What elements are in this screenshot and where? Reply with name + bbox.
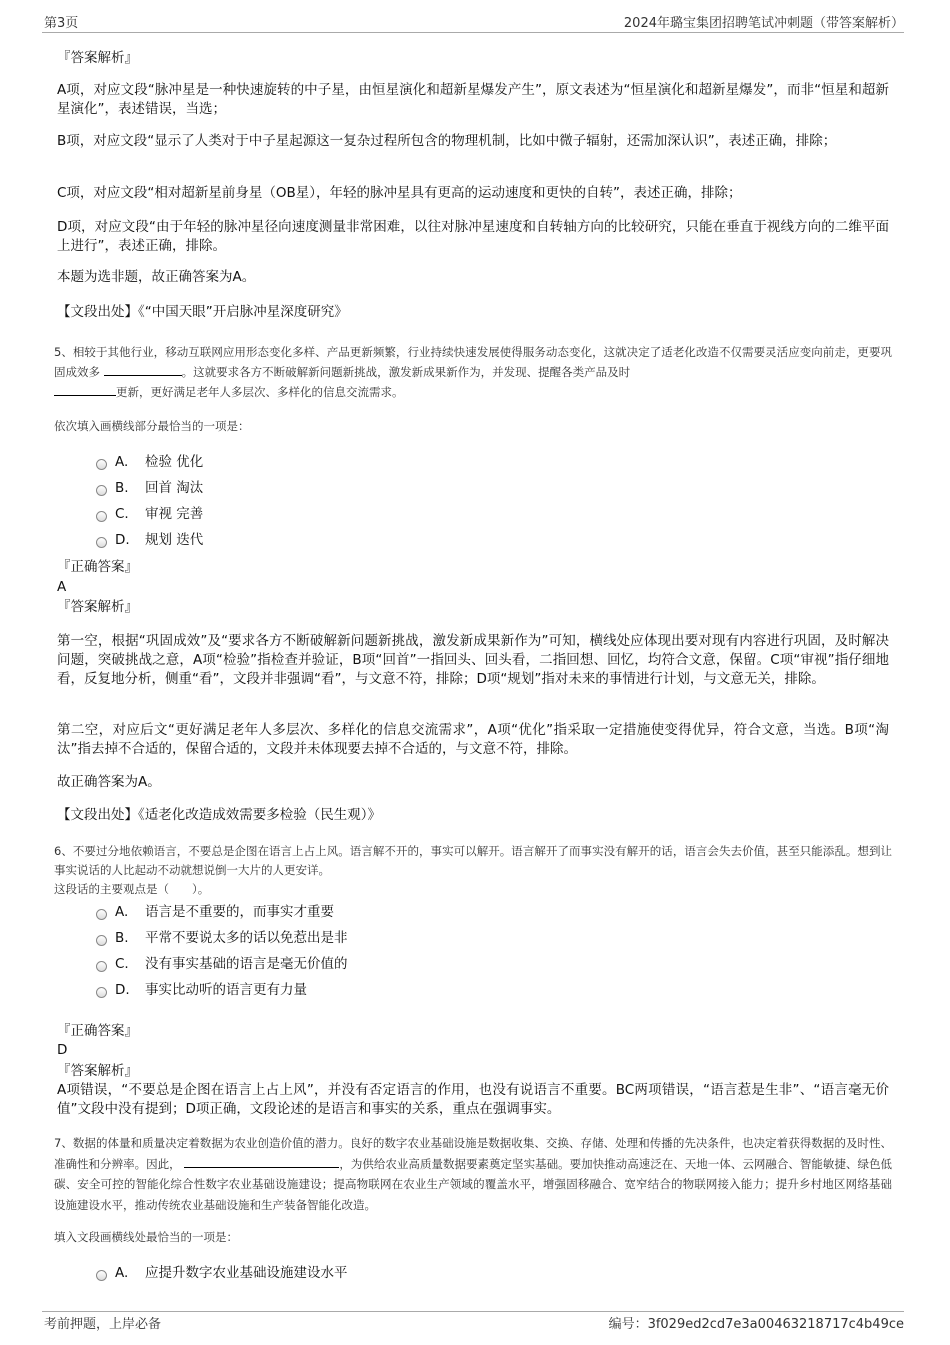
radio-icon[interactable] <box>96 485 107 496</box>
q7-prompt: 填入文段画横线处最恰当的一项是： <box>54 1230 238 1244</box>
option-text: 事实比动听的语言更有力量 <box>145 982 307 998</box>
q6-analysis: A项错误，“不要总是企图在语言上占上风”，并没有否定语言的作用，也没有说语言不重要。BC两项错误，“语言惹是生非”、“语言毫无价值”文段中没有提到；D项正确，文段论述的是语言和事实的关系，重点在强调事实。 <box>57 1082 889 1117</box>
q6-option-c[interactable] <box>96 955 348 973</box>
q4-analysis-b: B项，对应文段“显示了人类对于中子星起源这一复杂过程所包含的物理机制，比如中微子辐射，还需加深认识”，表述正确，排除； <box>57 133 837 149</box>
q4-analysis-a: A项，对应文段“脉冲星是一种快速旋转的中子星，由恒星演化和超新星爆发产生”，原文表述为“恒星演化和超新星爆发”，而非“恒星和超新星演化”，表述错误，当选； <box>57 82 889 117</box>
q5-source: 【文段出处】《适老化改造成效需要多检验（民生观）》 <box>57 807 381 823</box>
option-letter: D. <box>115 532 130 548</box>
footer-id: 编号：3f029ed2cd7e3a00463218717c4b49ce <box>608 1317 904 1332</box>
radio-icon[interactable] <box>96 987 107 998</box>
q4-analysis-c: C项，对应文段“相对超新星前身星（OB星），年轻的脉冲星具有更高的运动速度和更快的自转”，表述正确，排除； <box>57 185 742 201</box>
radio-icon[interactable] <box>96 1270 107 1281</box>
q5-conclusion: 故正确答案为A。 <box>57 774 161 790</box>
option-text: 审视 完善 <box>145 506 204 522</box>
q5-answer: A <box>57 579 67 595</box>
footer-slogan: 考前押题，上岸必备 <box>44 1317 162 1332</box>
radio-icon[interactable] <box>96 935 107 946</box>
option-letter: C. <box>115 956 129 972</box>
q6-answer-label: 『正确答案』 <box>57 1023 138 1039</box>
q7-question: 7、数据的体量和质量决定着数据为农业创造价值的潜力。良好的数字农业基础设施是数据收集、交换、存储、处理和传播的先决条件，也决定着获得数据的及时性、准确性和分辨率。因此， ，为供给农业高质量数据要素奠定坚实基础。要加快推动高速泛在、天地一体、云网融合、智能敏捷、绿色低碳、安全可控的智能化综合性数字农业基础设施建设；提高物联网在农业生产领域的覆盖水平，增强固移融合、宽窄结合的物联网接入能力；提升乡村地区网络基础设施建设水平，推动传统农业基础设施和生产装备智能化改造。 <box>54 1136 892 1213</box>
option-text: 回首 淘汰 <box>145 480 204 496</box>
q4-conclusion: 本题为选非题，故正确答案为A。 <box>57 269 256 285</box>
q5-analysis-label: 『答案解析』 <box>57 599 138 615</box>
radio-icon[interactable] <box>96 511 107 522</box>
option-text: 检验 优化 <box>145 454 204 470</box>
option-text: 应提升数字农业基础设施建设水平 <box>145 1265 348 1281</box>
q6-analysis-label: 『答案解析』 <box>57 1063 138 1079</box>
q6-question: 6、不要过分地依赖语言，不要总是企图在语言上占上风。语言解不开的，事实可以解开。语言解开了而事实没有解开的话，语言会失去价值，甚至只能添乱。想到让事实说话的人比起动不动就想说倒一大片的人更安详。 <box>54 844 892 877</box>
q4-analysis-label: 『答案解析』 <box>57 50 138 66</box>
radio-icon[interactable] <box>96 459 107 470</box>
option-letter: A. <box>115 1265 129 1281</box>
page-number: 第3页 <box>44 16 79 31</box>
q5-analysis-p2: 第二空，对应后文“更好满足老年人多层次、多样化的信息交流需求”，A项“优化”指采取一定措施使变得优异，符合文意，当选。B项“淘汰”指去掉不合适的，保留合适的，文段并未体现要去掉不合适的，与文意不符，排除。 <box>57 722 889 757</box>
q6-option-a[interactable] <box>96 903 334 921</box>
radio-icon[interactable] <box>96 961 107 972</box>
option-text: 平常不要说太多的话以免惹出是非 <box>145 930 348 946</box>
q5-prompt: 依次填入画横线部分最恰当的一项是： <box>54 419 250 433</box>
radio-icon[interactable] <box>96 909 107 920</box>
q6-option-d[interactable] <box>96 981 307 999</box>
document-title: 2024年璐宝集团招聘笔试冲刺题（带答案解析） <box>623 16 904 31</box>
q4-source: 【文段出处】《“中国天眼”开启脉冲星深度研究》 <box>57 304 348 320</box>
q6-prompt: 这段话的主要观点是（ ）。 <box>54 882 210 896</box>
option-text: 规划 迭代 <box>145 532 204 548</box>
option-text: 没有事实基础的语言是毫无价值的 <box>145 956 348 972</box>
q5-option-b[interactable] <box>96 479 203 497</box>
q5-option-a[interactable] <box>96 453 203 471</box>
radio-icon[interactable] <box>96 537 107 548</box>
q5-answer-label: 『正确答案』 <box>57 559 138 575</box>
q6-answer: D <box>57 1042 68 1058</box>
q6-option-b[interactable] <box>96 929 348 947</box>
option-text: 语言是不重要的，而事实才重要 <box>145 904 334 920</box>
option-letter: A. <box>115 904 129 920</box>
option-letter: B. <box>115 480 129 496</box>
option-letter: B. <box>115 930 129 946</box>
option-letter: A. <box>115 454 129 470</box>
option-letter: C. <box>115 506 129 522</box>
header-divider <box>42 32 904 33</box>
q4-analysis-d: D项，对应文段“由于年轻的脉冲星径向速度测量非常困难，以往对脉冲星速度和自转轴方向的比较研究，只能在垂直于视线方向的二维平面上进行”，表述正确，排除。 <box>57 219 889 254</box>
q5-option-d[interactable] <box>96 531 203 549</box>
q5-question: 5、相较于其他行业，移动互联网应用形态变化多样、产品更新频繁，行业持续快速发展使得服务动态变化，这就决定了适老化改造不仅需要灵活应变向前走，更要巩固成效多 。这就要求各方不断破解新问题新挑战，激发新成果新作为，并发现、提醒各类产品及时 更新，更好满足老年人多层次、多样化的信息交流需求。 <box>54 345 892 399</box>
footer-divider <box>42 1311 904 1312</box>
q5-analysis-p1: 第一空，根据“巩固成效”及“要求各方不断破解新问题新挑战，激发新成果新作为”可知，横线处应体现出要对现有内容进行巩固，及时解决问题，突破挑战之意，A项“检验”指检查并验证，B项“回首”一指回头、回头看，二指回想、回忆，均符合文意，保留。C项“审视”指仔细地看，反复地分析，侧重“看”，文段并非强调“看”，与文意不符，排除；D项“规划”指对未来的事情进行计划，与文意无关，排除。 <box>57 633 889 687</box>
option-letter: D. <box>115 982 130 998</box>
q5-option-c[interactable] <box>96 505 203 523</box>
q7-option-a[interactable] <box>96 1264 348 1282</box>
